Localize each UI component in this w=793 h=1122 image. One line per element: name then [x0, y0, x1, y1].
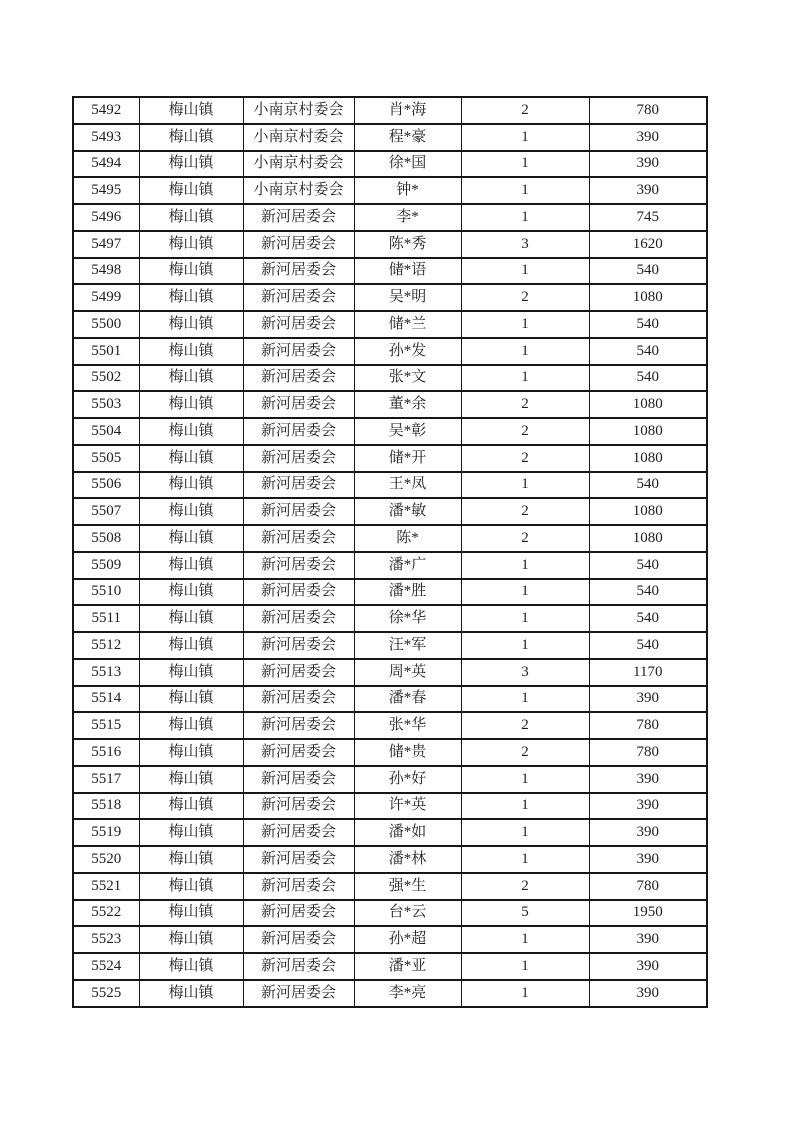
cell-record-number: 5509 [73, 552, 139, 579]
cell-person-name: 徐*国 [354, 151, 461, 178]
cell-count: 1 [461, 605, 589, 632]
table-row [73, 498, 707, 525]
cell-person-name: 强*生 [354, 873, 461, 900]
cell-committee: 新河居委会 [243, 498, 354, 525]
cell-committee: 小南京村委会 [243, 124, 354, 151]
cell-town: 梅山镇 [139, 793, 243, 820]
cell-amount: 540 [589, 632, 707, 659]
cell-count: 1 [461, 311, 589, 338]
cell-person-name: 储*语 [354, 258, 461, 285]
cell-committee: 新河居委会 [243, 445, 354, 472]
cell-town: 梅山镇 [139, 391, 243, 418]
cell-town: 梅山镇 [139, 739, 243, 766]
cell-count: 5 [461, 900, 589, 927]
cell-person-name: 陈* [354, 525, 461, 552]
cell-count: 2 [461, 498, 589, 525]
cell-record-number: 5508 [73, 525, 139, 552]
cell-count: 2 [461, 712, 589, 739]
cell-count: 3 [461, 659, 589, 686]
cell-record-number: 5522 [73, 900, 139, 927]
cell-amount: 390 [589, 980, 707, 1007]
cell-amount: 1080 [589, 525, 707, 552]
cell-committee: 新河居委会 [243, 231, 354, 258]
cell-amount: 390 [589, 846, 707, 873]
table-row [73, 311, 707, 338]
table-row [73, 793, 707, 820]
table-row [73, 338, 707, 365]
cell-person-name: 李*亮 [354, 980, 461, 1007]
cell-amount: 540 [589, 311, 707, 338]
cell-count: 1 [461, 124, 589, 151]
cell-amount: 540 [589, 605, 707, 632]
cell-committee: 新河居委会 [243, 980, 354, 1007]
table-row [73, 525, 707, 552]
table-row [73, 659, 707, 686]
cell-amount: 540 [589, 258, 707, 285]
cell-count: 2 [461, 739, 589, 766]
table-row [73, 151, 707, 178]
table-row [73, 579, 707, 606]
cell-town: 梅山镇 [139, 284, 243, 311]
cell-amount: 390 [589, 124, 707, 151]
cell-town: 梅山镇 [139, 632, 243, 659]
cell-committee: 新河居委会 [243, 900, 354, 927]
cell-person-name: 孙*超 [354, 926, 461, 953]
cell-record-number: 5517 [73, 766, 139, 793]
cell-person-name: 程*豪 [354, 124, 461, 151]
cell-committee: 新河居委会 [243, 365, 354, 392]
cell-record-number: 5513 [73, 659, 139, 686]
cell-person-name: 肖*海 [354, 97, 461, 124]
cell-town: 梅山镇 [139, 258, 243, 285]
cell-committee: 新河居委会 [243, 819, 354, 846]
cell-committee: 新河居委会 [243, 552, 354, 579]
cell-town: 梅山镇 [139, 97, 243, 124]
cell-amount: 540 [589, 472, 707, 499]
cell-person-name: 吴*明 [354, 284, 461, 311]
table-row [73, 231, 707, 258]
cell-amount: 1080 [589, 418, 707, 445]
cell-committee: 新河居委会 [243, 659, 354, 686]
cell-amount: 390 [589, 686, 707, 713]
cell-person-name: 潘*如 [354, 819, 461, 846]
cell-person-name: 陈*秀 [354, 231, 461, 258]
cell-town: 梅山镇 [139, 552, 243, 579]
table-row [73, 766, 707, 793]
cell-committee: 小南京村委会 [243, 151, 354, 178]
cell-person-name: 潘*亚 [354, 953, 461, 980]
cell-town: 梅山镇 [139, 659, 243, 686]
cell-amount: 1080 [589, 498, 707, 525]
table-row [73, 177, 707, 204]
cell-person-name: 潘*胜 [354, 579, 461, 606]
cell-person-name: 汪*军 [354, 632, 461, 659]
cell-record-number: 5501 [73, 338, 139, 365]
cell-record-number: 5502 [73, 365, 139, 392]
cell-committee: 新河居委会 [243, 873, 354, 900]
cell-record-number: 5512 [73, 632, 139, 659]
cell-count: 1 [461, 846, 589, 873]
cell-person-name: 张*华 [354, 712, 461, 739]
cell-amount: 780 [589, 873, 707, 900]
cell-amount: 1620 [589, 231, 707, 258]
cell-amount: 540 [589, 552, 707, 579]
table-row [73, 632, 707, 659]
cell-amount: 390 [589, 151, 707, 178]
cell-count: 1 [461, 258, 589, 285]
cell-count: 1 [461, 204, 589, 231]
table-row [73, 97, 707, 124]
cell-amount: 780 [589, 97, 707, 124]
table-row [73, 953, 707, 980]
cell-person-name: 董*余 [354, 391, 461, 418]
table-row [73, 980, 707, 1007]
cell-committee: 新河居委会 [243, 739, 354, 766]
cell-record-number: 5519 [73, 819, 139, 846]
table-row [73, 686, 707, 713]
cell-record-number: 5500 [73, 311, 139, 338]
cell-person-name: 徐*华 [354, 605, 461, 632]
cell-count: 1 [461, 338, 589, 365]
cell-town: 梅山镇 [139, 124, 243, 151]
table-row [73, 605, 707, 632]
cell-count: 1 [461, 980, 589, 1007]
cell-count: 1 [461, 552, 589, 579]
cell-record-number: 5518 [73, 793, 139, 820]
cell-person-name: 张*文 [354, 365, 461, 392]
cell-town: 梅山镇 [139, 953, 243, 980]
cell-committee: 新河居委会 [243, 338, 354, 365]
cell-committee: 新河居委会 [243, 766, 354, 793]
cell-count: 2 [461, 391, 589, 418]
cell-committee: 新河居委会 [243, 953, 354, 980]
cell-record-number: 5514 [73, 686, 139, 713]
cell-person-name: 潘*敏 [354, 498, 461, 525]
table-row [73, 926, 707, 953]
cell-person-name: 潘*春 [354, 686, 461, 713]
cell-count: 1 [461, 766, 589, 793]
table-row [73, 284, 707, 311]
cell-record-number: 5505 [73, 445, 139, 472]
cell-amount: 390 [589, 793, 707, 820]
table-row [73, 900, 707, 927]
cell-committee: 新河居委会 [243, 525, 354, 552]
cell-count: 1 [461, 632, 589, 659]
cell-amount: 1080 [589, 445, 707, 472]
subsidy-roster-table [72, 96, 708, 1008]
cell-person-name: 潘*林 [354, 846, 461, 873]
cell-record-number: 5497 [73, 231, 139, 258]
cell-town: 梅山镇 [139, 177, 243, 204]
cell-town: 梅山镇 [139, 605, 243, 632]
cell-committee: 新河居委会 [243, 846, 354, 873]
table-row [73, 365, 707, 392]
cell-amount: 390 [589, 766, 707, 793]
cell-count: 1 [461, 926, 589, 953]
cell-person-name: 潘*广 [354, 552, 461, 579]
table-row [73, 552, 707, 579]
cell-record-number: 5503 [73, 391, 139, 418]
cell-person-name: 钟* [354, 177, 461, 204]
cell-person-name: 台*云 [354, 900, 461, 927]
cell-person-name: 储*开 [354, 445, 461, 472]
cell-record-number: 5523 [73, 926, 139, 953]
cell-amount: 1170 [589, 659, 707, 686]
cell-amount: 540 [589, 338, 707, 365]
cell-committee: 新河居委会 [243, 284, 354, 311]
cell-person-name: 储*贵 [354, 739, 461, 766]
cell-committee: 新河居委会 [243, 258, 354, 285]
cell-record-number: 5521 [73, 873, 139, 900]
cell-count: 2 [461, 97, 589, 124]
table-row [73, 739, 707, 766]
cell-record-number: 5524 [73, 953, 139, 980]
cell-count: 2 [461, 418, 589, 445]
cell-record-number: 5520 [73, 846, 139, 873]
cell-amount: 780 [589, 712, 707, 739]
cell-town: 梅山镇 [139, 151, 243, 178]
table-row [73, 391, 707, 418]
cell-amount: 540 [589, 365, 707, 392]
table-row [73, 124, 707, 151]
cell-person-name: 孙*发 [354, 338, 461, 365]
cell-town: 梅山镇 [139, 204, 243, 231]
cell-town: 梅山镇 [139, 819, 243, 846]
cell-committee: 新河居委会 [243, 712, 354, 739]
cell-town: 梅山镇 [139, 926, 243, 953]
cell-town: 梅山镇 [139, 498, 243, 525]
cell-person-name: 许*英 [354, 793, 461, 820]
cell-town: 梅山镇 [139, 873, 243, 900]
cell-person-name: 吴*彰 [354, 418, 461, 445]
cell-record-number: 5511 [73, 605, 139, 632]
cell-town: 梅山镇 [139, 338, 243, 365]
cell-record-number: 5499 [73, 284, 139, 311]
cell-person-name: 李* [354, 204, 461, 231]
cell-town: 梅山镇 [139, 900, 243, 927]
cell-record-number: 5516 [73, 739, 139, 766]
cell-count: 2 [461, 284, 589, 311]
cell-count: 1 [461, 177, 589, 204]
cell-record-number: 5493 [73, 124, 139, 151]
cell-amount: 1080 [589, 391, 707, 418]
cell-amount: 540 [589, 579, 707, 606]
cell-amount: 1080 [589, 284, 707, 311]
cell-amount: 390 [589, 819, 707, 846]
cell-person-name: 孙*好 [354, 766, 461, 793]
cell-record-number: 5498 [73, 258, 139, 285]
cell-town: 梅山镇 [139, 579, 243, 606]
table-row [73, 712, 707, 739]
cell-count: 1 [461, 953, 589, 980]
table-row [73, 258, 707, 285]
cell-town: 梅山镇 [139, 712, 243, 739]
cell-committee: 小南京村委会 [243, 97, 354, 124]
cell-count: 1 [461, 686, 589, 713]
cell-amount: 780 [589, 739, 707, 766]
cell-amount: 1950 [589, 900, 707, 927]
cell-town: 梅山镇 [139, 846, 243, 873]
cell-committee: 新河居委会 [243, 418, 354, 445]
cell-record-number: 5492 [73, 97, 139, 124]
cell-count: 1 [461, 579, 589, 606]
table-row [73, 472, 707, 499]
cell-town: 梅山镇 [139, 980, 243, 1007]
cell-record-number: 5494 [73, 151, 139, 178]
cell-record-number: 5495 [73, 177, 139, 204]
cell-committee: 新河居委会 [243, 605, 354, 632]
cell-count: 1 [461, 793, 589, 820]
cell-amount: 390 [589, 953, 707, 980]
cell-count: 1 [461, 472, 589, 499]
cell-town: 梅山镇 [139, 686, 243, 713]
cell-count: 2 [461, 525, 589, 552]
cell-amount: 390 [589, 926, 707, 953]
cell-town: 梅山镇 [139, 766, 243, 793]
cell-committee: 新河居委会 [243, 204, 354, 231]
cell-person-name: 储*兰 [354, 311, 461, 338]
cell-record-number: 5510 [73, 579, 139, 606]
cell-person-name: 周*英 [354, 659, 461, 686]
table-row [73, 204, 707, 231]
cell-record-number: 5525 [73, 980, 139, 1007]
cell-committee: 新河居委会 [243, 472, 354, 499]
cell-count: 1 [461, 365, 589, 392]
cell-record-number: 5515 [73, 712, 139, 739]
cell-amount: 745 [589, 204, 707, 231]
cell-record-number: 5496 [73, 204, 139, 231]
cell-count: 1 [461, 151, 589, 178]
cell-committee: 新河居委会 [243, 632, 354, 659]
table-row [73, 445, 707, 472]
cell-count: 1 [461, 819, 589, 846]
cell-town: 梅山镇 [139, 472, 243, 499]
cell-town: 梅山镇 [139, 445, 243, 472]
cell-committee: 新河居委会 [243, 579, 354, 606]
cell-count: 2 [461, 873, 589, 900]
table-row [73, 846, 707, 873]
cell-committee: 新河居委会 [243, 926, 354, 953]
cell-town: 梅山镇 [139, 231, 243, 258]
table-row [73, 819, 707, 846]
cell-record-number: 5504 [73, 418, 139, 445]
cell-count: 3 [461, 231, 589, 258]
cell-record-number: 5507 [73, 498, 139, 525]
table-row [73, 418, 707, 445]
cell-committee: 新河居委会 [243, 391, 354, 418]
subsidy-roster-table-body [73, 97, 707, 1007]
cell-town: 梅山镇 [139, 418, 243, 445]
cell-count: 2 [461, 445, 589, 472]
cell-town: 梅山镇 [139, 365, 243, 392]
cell-committee: 小南京村委会 [243, 177, 354, 204]
cell-town: 梅山镇 [139, 525, 243, 552]
cell-committee: 新河居委会 [243, 311, 354, 338]
cell-town: 梅山镇 [139, 311, 243, 338]
cell-committee: 新河居委会 [243, 686, 354, 713]
cell-amount: 390 [589, 177, 707, 204]
cell-person-name: 王*凤 [354, 472, 461, 499]
cell-record-number: 5506 [73, 472, 139, 499]
cell-committee: 新河居委会 [243, 793, 354, 820]
table-row [73, 873, 707, 900]
